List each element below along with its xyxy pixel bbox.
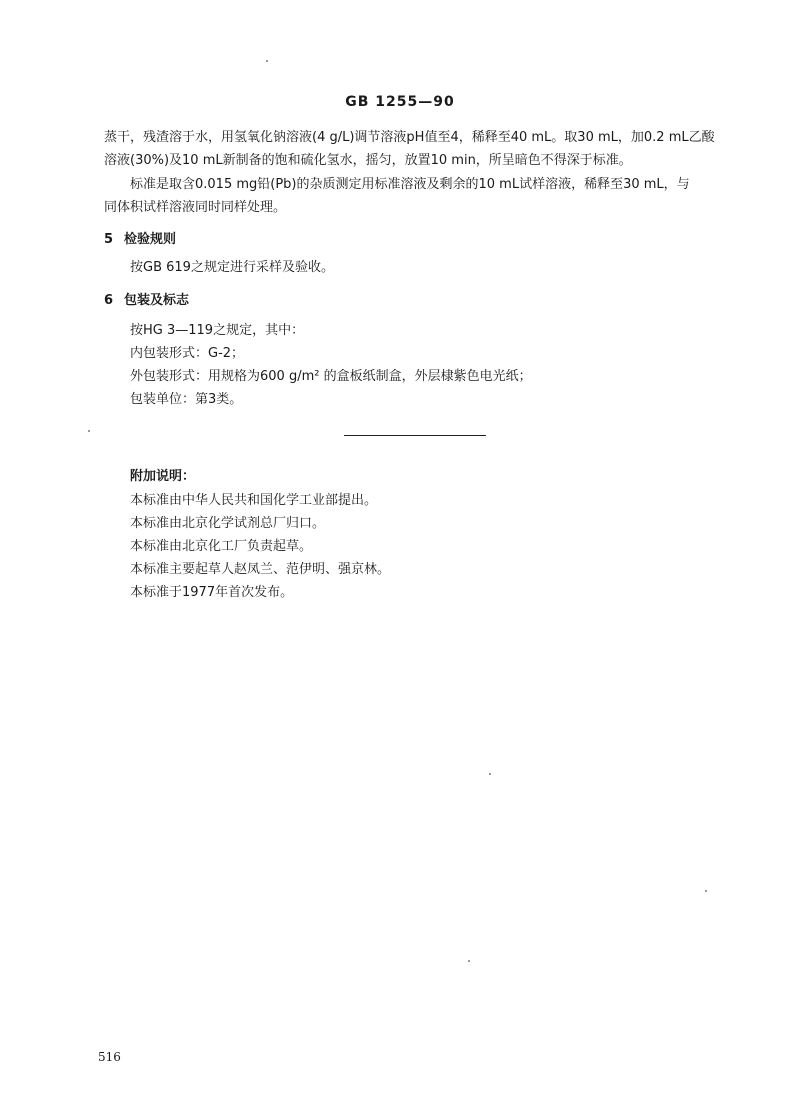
note-line-4: 本标准主要起草人赵凤兰、范伊明、强京林。 <box>130 562 391 577</box>
paragraph-1-line-2: 溶液(30%)及10 mL新制备的饱和硫化氢水，摇匀，放置10 min，所呈暗色不得深于标准。 <box>104 153 632 168</box>
paragraph-1-line-1: 蒸干，残渣溶于水，用氢氧化钠溶液(4 g/L)调节溶液pH值至4，稀释至40 mL。取30 mL，加0.2 mL乙酸 <box>104 130 715 145</box>
section-6-title: 包装及标志 <box>124 293 190 308</box>
section-6-line-1: 按HG 3—119之规定，其中： <box>130 323 305 338</box>
note-line-1: 本标准由中华人民共和国化学工业部提出。 <box>130 493 378 508</box>
section-5-number: 5 <box>104 232 114 247</box>
scan-speck <box>88 430 90 432</box>
scan-speck <box>266 60 268 62</box>
scan-speck <box>489 773 491 775</box>
scan-speck <box>468 960 470 962</box>
note-line-3: 本标准由北京化工厂负责起草。 <box>130 539 313 554</box>
section-6-line-4: 包装单位：第3类。 <box>130 392 243 407</box>
section-6-line-3: 外包装形式：用规格为600 g/m² 的盒板纸制盒，外层棣紫色电光纸； <box>130 369 532 384</box>
page-number: 516 <box>98 1050 121 1064</box>
notes-title: 附加说明： <box>130 469 196 484</box>
note-line-2: 本标准由北京化学试剂总厂归口。 <box>130 516 326 531</box>
section-6-number: 6 <box>104 293 114 308</box>
paragraph-2-line-2: 同体积试样溶液同时同样处理。 <box>104 200 287 215</box>
scan-speck <box>705 890 707 892</box>
section-5-text: 按GB 619之规定进行采样及验收。 <box>130 260 334 275</box>
section-separator <box>344 435 486 436</box>
section-5-title: 检验规则 <box>124 232 177 247</box>
section-6-line-2: 内包装形式：G-2； <box>130 346 245 361</box>
page-header-code: GB 1255—90 <box>345 94 455 110</box>
note-line-5: 本标准于1977年首次发布。 <box>130 585 294 600</box>
paragraph-2-line-1: 标准是取含0.015 mg铅(Pb)的杂质测定用标准溶液及剩余的10 mL试样溶液，稀释至30 mL，与 <box>130 177 690 192</box>
